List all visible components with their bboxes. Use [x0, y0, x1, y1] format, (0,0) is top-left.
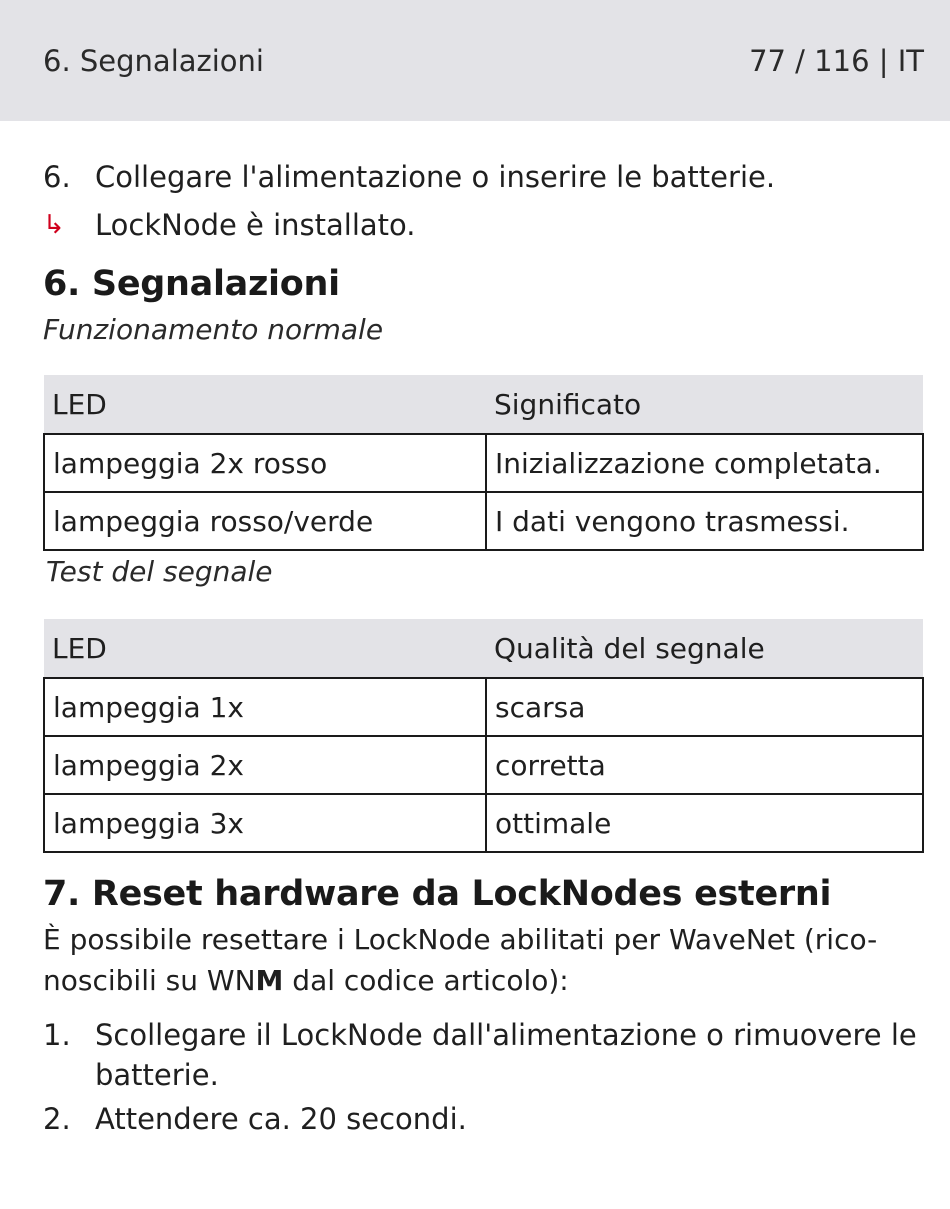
section-7-intro	[43, 919, 924, 1001]
table-cell: lampeggia rosso/verde	[44, 492, 486, 550]
table-row	[44, 736, 923, 794]
install-step-6	[43, 153, 924, 201]
section-7-title: 7. Reset hardware da LockNodes esterni	[43, 874, 832, 914]
intro-text: È possibile resettare i LockNode abilitati per WaveNet (rico-noscibili su WN	[43, 923, 878, 997]
table-row	[44, 492, 923, 550]
page-content	[0, 121, 950, 1143]
normal-operation-table	[43, 375, 924, 551]
step-text: Scollegare il LockNode dall'alimentazione o rimuovere le batterie.	[95, 1018, 917, 1092]
table-row	[44, 434, 923, 492]
table-cell: Inizializzazione completata.	[486, 434, 923, 492]
table-cell: scarsa	[486, 678, 923, 736]
step-text: Collegare l'alimentazione o inserire le batterie.	[95, 160, 776, 194]
section-6-title: 6. Segnalazioni	[43, 264, 340, 304]
table-header-row	[44, 375, 923, 434]
header-section-title: 6. Segnalazioni	[43, 43, 264, 78]
table-cell: lampeggia 2x	[44, 736, 486, 794]
column-header-meaning: Significato	[486, 375, 923, 434]
result-text: LockNode è installato.	[95, 208, 416, 242]
table-cell: ottimale	[486, 794, 923, 852]
column-header-signal-quality: Qualità del segnale	[486, 619, 923, 678]
signal-test-table	[43, 619, 924, 853]
page-header	[0, 0, 950, 121]
install-result	[43, 201, 924, 249]
normal-operation-subtitle: Funzionamento normale	[43, 313, 384, 346]
table-cell: lampeggia 2x rosso	[44, 434, 486, 492]
reset-step-2	[43, 1095, 924, 1143]
table-cell: lampeggia 1x	[44, 678, 486, 736]
header-page-number: 77 / 116 | IT	[749, 43, 924, 78]
step-number: 6.	[43, 160, 71, 194]
table-row	[44, 794, 923, 852]
result-arrow-icon: ↳	[43, 210, 65, 240]
column-header-led: LED	[44, 375, 486, 434]
step-text: Attendere ca. 20 secondi.	[95, 1102, 467, 1136]
table-row	[44, 678, 923, 736]
table-cell: I dati vengono trasmessi.	[486, 492, 923, 550]
reset-step-1	[43, 1011, 924, 1095]
intro-text-end: dal codice articolo):	[283, 964, 569, 997]
table-header-row	[44, 619, 923, 678]
step-number: 2.	[43, 1102, 71, 1136]
signal-test-subtitle: Test del segnale	[46, 555, 273, 588]
step-number: 1.	[43, 1018, 71, 1052]
column-header-led: LED	[44, 619, 486, 678]
intro-bold-text: M	[255, 964, 284, 997]
table-cell: corretta	[486, 736, 923, 794]
table-cell: lampeggia 3x	[44, 794, 486, 852]
